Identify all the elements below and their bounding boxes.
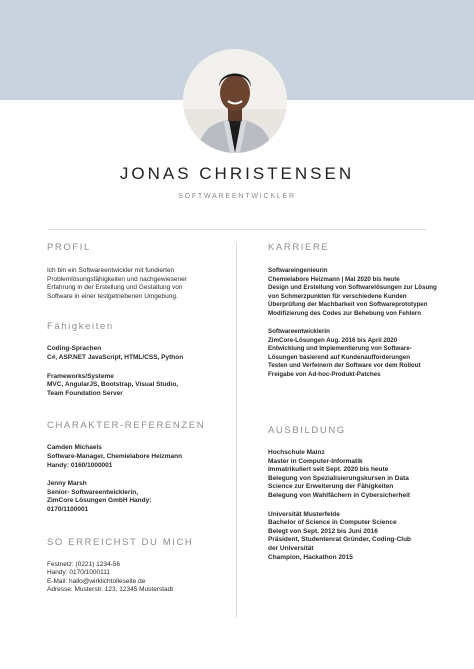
career-line: von Schmerzpunkten für verschiedene Kunden xyxy=(268,292,407,300)
text-line: Software in einer testgetriebenen Umgebung. xyxy=(47,292,178,300)
education-line: Bachelor of Science in Computer Science xyxy=(268,519,397,527)
text-line: Ich bin ein Softwareentwickler mit fundierten xyxy=(47,267,175,274)
person-photo-icon xyxy=(183,49,287,153)
section-faehigkeiten xyxy=(47,321,225,398)
career-entry xyxy=(268,267,438,318)
education-line: der Universität xyxy=(268,544,314,552)
education-line: Belegt von Sept. 2012 bis Juni 2016 xyxy=(268,527,378,535)
reference-line: ZimCore Lösungen GmbH Handy: xyxy=(47,497,152,505)
reference-entry xyxy=(47,444,225,470)
skill-line: C#, ASP.NET JavaScript, HTML/CSS, Python xyxy=(47,353,184,361)
section-profil xyxy=(47,242,225,301)
contact-mobile: Handy: 0170/1000111 xyxy=(47,569,111,577)
career-line: Entwicklung und Implementierung von Software- xyxy=(268,345,412,352)
profil-text xyxy=(47,267,225,301)
text-line: Erfahrung in der Erstellung und Gestaltung von xyxy=(47,284,183,292)
skill-line: Team Foundation Server xyxy=(47,389,123,397)
education-line: Immatrikuliert seit Sept. 2020 bis heute xyxy=(268,466,389,474)
education-entry xyxy=(268,511,438,563)
section-heading: AUSBILDUNG xyxy=(268,425,346,436)
job-title: SOFTWAREENTWICKLER xyxy=(178,193,296,200)
profile-photo xyxy=(183,49,287,153)
section-ausbildung xyxy=(268,425,438,562)
education-line: Universität Musterfelde xyxy=(268,510,340,518)
reference-line: Jenny Marsh xyxy=(47,480,87,488)
reference-line: Camden Michaels xyxy=(47,444,102,452)
career-line: Softwareingenieurin xyxy=(268,267,328,274)
contact-address: Adresse: Musterstr. 123, 12345 Musterstadt xyxy=(47,586,174,594)
reference-entry xyxy=(47,480,225,514)
career-line: Freigabe von Ad-hoc-Produkt-Patches xyxy=(268,370,381,378)
reference-line: Senior- Softwareentwicklerin, xyxy=(47,488,139,496)
education-entry xyxy=(268,449,438,501)
section-heading: KARRIERE xyxy=(268,242,330,253)
left-column xyxy=(47,242,225,595)
section-karriere xyxy=(268,242,438,379)
section-heading: PROFIL xyxy=(47,242,91,253)
career-line: Chemielabore Heizmann | Mai 2020 bis heute xyxy=(268,275,400,283)
reference-line: 0170/1100001 xyxy=(47,505,89,513)
contact-details xyxy=(47,561,225,595)
education-line: Master in Computer-Informatik xyxy=(268,457,363,465)
education-line: Präsident, Studentenrat Gründer, Coding-Club xyxy=(268,536,412,544)
career-line: Softwareentwicklerin xyxy=(268,328,330,335)
education-line: Belegung von Wahlfächern in Cybersicherheit xyxy=(268,491,411,499)
section-kontakt xyxy=(47,537,225,595)
skills-group xyxy=(47,345,225,362)
section-heading: SO ERREICHST DU MICH xyxy=(47,536,194,548)
career-line: Modifizierung des Codes zur Behebung von Fehlern xyxy=(268,309,421,317)
contact-email: E-Mail: hallo@wirklichtolleseite.de xyxy=(47,577,146,585)
section-heading: CHARAKTER-REFERENZEN xyxy=(47,420,206,432)
person-name: JONAS CHRISTENSEN xyxy=(119,164,355,183)
right-column xyxy=(268,242,438,562)
contact-phone: Festnetz: (0221) 1234-56 xyxy=(47,560,120,568)
skills-group xyxy=(47,373,225,399)
horizontal-divider xyxy=(48,229,426,230)
education-line: Champion, Hackathon 2015 xyxy=(268,553,353,561)
education-line: Belegung von Spezialisierungskursen in Data xyxy=(268,474,409,482)
section-referenzen xyxy=(47,420,225,514)
reference-line: Software-Manager, Chemielabore Heizmann xyxy=(47,452,183,460)
career-line: ZimCore-Lösungen Aug. 2016 bis April 2020 xyxy=(268,336,398,344)
skill-line: Frameworks/Systeme xyxy=(47,372,114,380)
education-line: Science zur Erweiterung der Fähigkeiten xyxy=(268,483,394,491)
reference-line: Handy: 0160/1000001 xyxy=(47,461,113,469)
skill-line: MVC, AngularJS, Bootstrap, Visual Studio, xyxy=(47,381,179,389)
career-line: Lösungen basierend auf Kundenaufforderungen xyxy=(268,353,410,361)
career-line: Überprüfung der Machbarkeit von Softwareprototypen xyxy=(268,301,428,308)
career-line: Design und Erstellung von Softwarelösungen zur Lösung xyxy=(268,284,437,291)
career-entry xyxy=(268,328,438,379)
career-line: Testen und Verfeinern der Software vor dem Rollout xyxy=(268,362,421,369)
text-line: Problemlösungsfähigkeiten und nachgewiesener xyxy=(47,275,187,283)
vertical-divider xyxy=(236,243,237,618)
section-heading: Fähigkeiten xyxy=(47,321,114,333)
skill-line: Coding-Sprachen xyxy=(47,345,102,353)
education-line: Hochschule Mainz xyxy=(268,449,325,456)
